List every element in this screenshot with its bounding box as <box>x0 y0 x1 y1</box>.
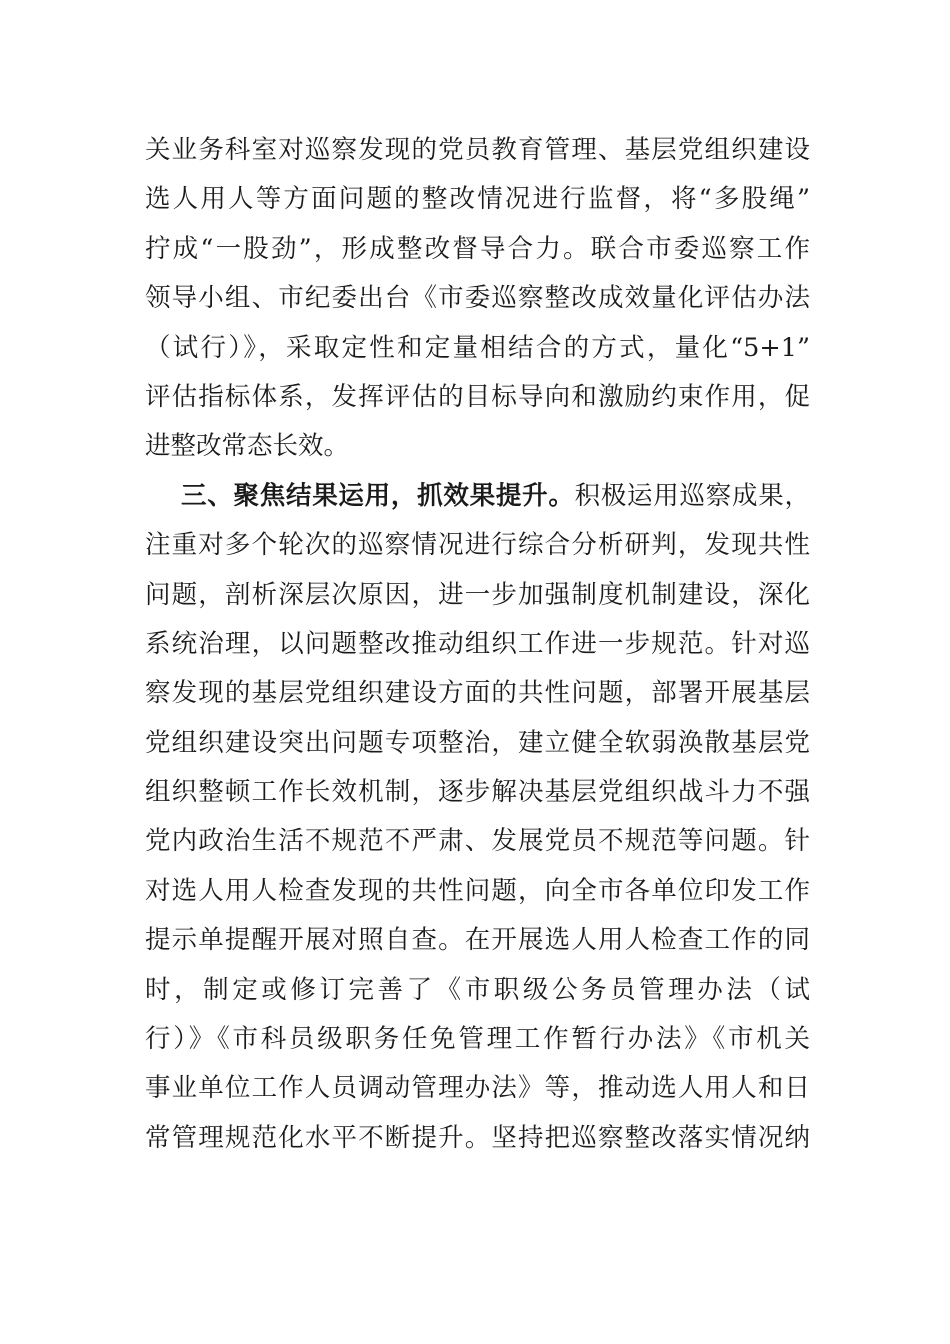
text-line: 组织整顿工作长效机制，逐步解决基层党组织战斗力不强 <box>145 777 810 808</box>
text-line: 提示单提醒开展对照自查。在开展选人用人检查工作的同 <box>145 925 810 956</box>
text-line: 领导小组、市纪委出台《市委巡察整改成效量化评估办法 <box>145 283 810 314</box>
paragraph-results <box>145 472 810 1163</box>
document-body <box>145 126 810 1163</box>
text-line: 常管理规范化水平不断提升。坚持把巡察整改落实情况纳 <box>145 1122 810 1153</box>
text-line: 关业务科室对巡察发现的党员教育管理、基层党组织建设 <box>145 135 810 165</box>
text-line: 进整改常态长效。 <box>145 431 350 462</box>
text-line: 系统治理，以问题整改推动组织工作进一步规范。针对巡 <box>145 628 810 659</box>
section-heading: 三、聚焦结果运用，抓效果提升。 <box>181 480 575 511</box>
text-line: 事业单位工作人员调动管理办法》等，推动选人用人和日 <box>145 1073 810 1104</box>
text-line: 察发现的基层党组织建设方面的共性问题，部署开展基层 <box>145 678 810 709</box>
text-line <box>145 472 810 521</box>
text-line: 行）》《市科员级职务任免管理工作暂行办法》《市机关 <box>145 1024 810 1055</box>
text-line: （试行）》，采取定性和定量相结合的方式，量化“5+1” <box>145 332 810 363</box>
text-line: 评估指标体系，发挥评估的目标导向和激励约束作用，促 <box>145 381 810 412</box>
text-line: 党组织建设突出问题专项整治，建立健全软弱涣散基层党 <box>145 727 810 758</box>
text-line: 选人用人等方面问题的整改情况进行监督，将“多股绳” <box>145 184 810 215</box>
text-line: 时，制定或修订完善了《市职级公务员管理办法（试 <box>145 974 810 1005</box>
text-line: 党内政治生活不规范不严肃、发展党员不规范等问题。针 <box>145 826 810 857</box>
text-line: 注重对多个轮次的巡察情况进行综合分析研判，发现共性 <box>145 530 810 561</box>
text-line: 对选人用人检查发现的共性问题，向全市各单位印发工作 <box>145 875 810 906</box>
text-line: 拧成“一股劲”，形成整改督导合力。联合市委巡察工作 <box>145 233 810 264</box>
text-line: 问题，剖析深层次原因，进一步加强制度机制建设，深化 <box>145 579 810 610</box>
heading-line-text: 积极运用巡察成果， <box>574 480 810 511</box>
paragraph-oversight <box>145 126 810 472</box>
